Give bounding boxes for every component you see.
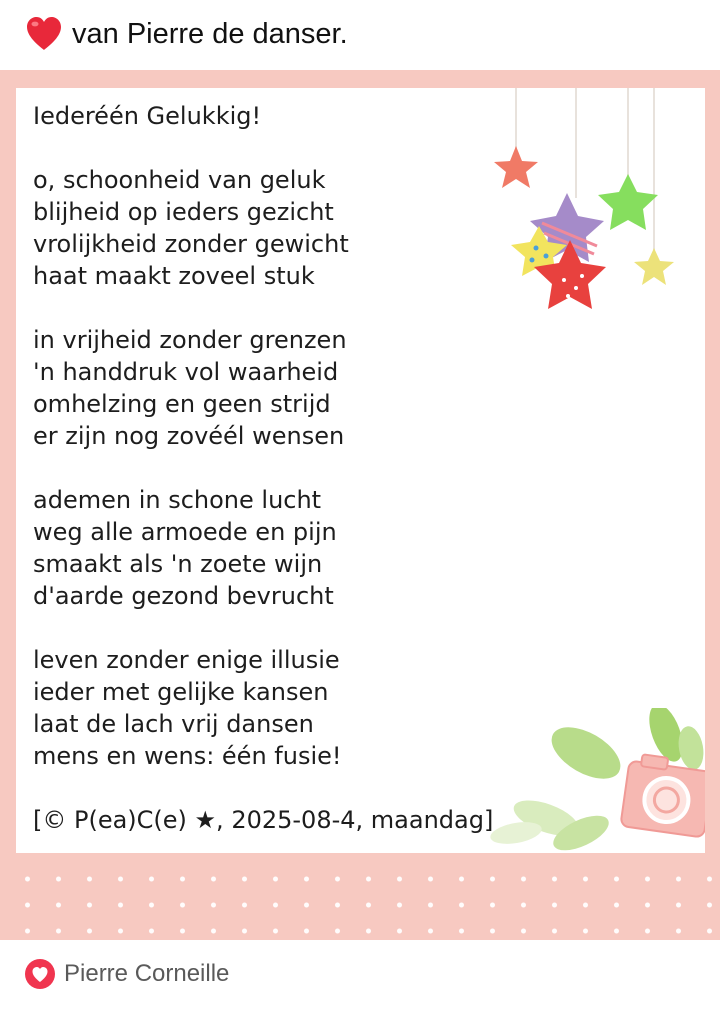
heart-emoji-icon bbox=[24, 14, 64, 54]
poem-line: smaakt als 'n zoete wijn bbox=[33, 550, 323, 578]
poem-line: d'aarde gezond bevrucht bbox=[33, 582, 334, 610]
poem-card bbox=[0, 70, 720, 940]
poem-line: 'n handdruk vol waarheid bbox=[33, 358, 339, 386]
poem-line: vrolijkheid zonder gewicht bbox=[33, 230, 349, 258]
poem-body bbox=[33, 100, 503, 836]
reaction-author-name[interactable]: Pierre Corneille bbox=[64, 960, 230, 987]
poem-signature: [© P(ea)C(e) ★, 2025-08-4, maandag] bbox=[33, 806, 494, 834]
poem-line: leven zonder enige illusie bbox=[33, 646, 340, 674]
heart-reaction-icon[interactable] bbox=[24, 958, 56, 990]
poem-line: blijheid op ieders gezicht bbox=[33, 198, 334, 226]
post-footer bbox=[0, 940, 720, 1017]
poem-title: Iederéén Gelukkig! bbox=[33, 102, 262, 130]
poem-line: omhelzing en geen strijd bbox=[33, 390, 331, 418]
poem-line: in vrijheid zonder grenzen bbox=[33, 326, 347, 354]
polka-dot-border bbox=[0, 860, 720, 940]
poem-line: laat de lach vrij dansen bbox=[33, 710, 314, 738]
post-title: van Pierre de danser. bbox=[72, 18, 348, 50]
poem-line: o, schoonheid van geluk bbox=[33, 166, 326, 194]
poem-line: ieder met gelijke kansen bbox=[33, 678, 329, 706]
poem-line: ademen in schone lucht bbox=[33, 486, 322, 514]
post-header bbox=[0, 0, 720, 70]
poem-line: weg alle armoede en pijn bbox=[33, 518, 337, 546]
poem-line: haat maakt zoveel stuk bbox=[33, 262, 315, 290]
poem-paper bbox=[16, 88, 705, 853]
poem-line: er zijn nog zovéél wensen bbox=[33, 422, 345, 450]
poem-line: mens en wens: één fusie! bbox=[33, 742, 342, 770]
leaves-camera-icon bbox=[476, 708, 705, 853]
hanging-stars-icon bbox=[492, 88, 692, 318]
